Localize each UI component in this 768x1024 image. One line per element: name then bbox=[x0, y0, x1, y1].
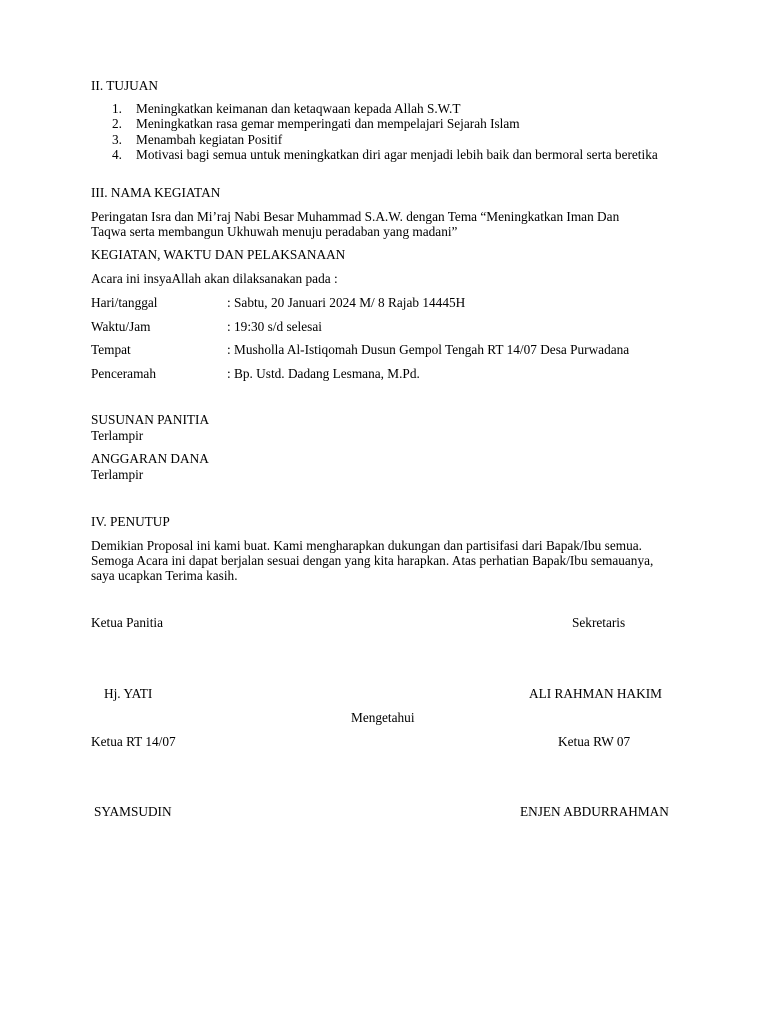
list-item: Meningkatkan keimanan dan ketaqwaan kepada Allah S.W.T bbox=[136, 101, 461, 116]
list-item: Menambah kegiatan Positif bbox=[136, 131, 283, 147]
list-item: Motivasi bagi semua untuk meningkatkan diri agar menjadi lebih baik dan bermoral serta beretika bbox=[136, 146, 658, 162]
kegiatan-intro: Acara ini insyaAllah akan dilaksanakan pada : bbox=[91, 271, 338, 286]
section-heading-nama-kegiatan: III. NAMA KEGIATAN bbox=[91, 185, 221, 200]
susunan-panitia-note: Terlampir bbox=[91, 428, 144, 443]
detail-label-penceramah: Penceramah bbox=[91, 366, 156, 381]
signature-title-ketua-rt: Ketua RT 14/07 bbox=[91, 734, 176, 749]
section-heading-penutup: IV. PENUTUP bbox=[91, 514, 170, 529]
penutup-line-1: Demikian Proposal ini kami buat. Kami mengharapkan dukungan dan partisifasi dari Bapak/Ibu semua. bbox=[91, 538, 642, 553]
tujuan-list bbox=[91, 101, 696, 162]
detail-value-tempat: : Musholla Al-Istiqomah Dusun Gempol Tengah RT 14/07 Desa Purwadana bbox=[227, 342, 630, 357]
detail-value-hari-tanggal: : Sabtu, 20 Januari 2024 M/ 8 Rajab 14445H bbox=[227, 295, 466, 310]
section-heading-anggaran-dana: ANGGARAN DANA bbox=[91, 451, 209, 466]
penutup-line-3: saya ucapkan Terima kasih. bbox=[91, 568, 238, 583]
mengetahui-label: Mengetahui bbox=[351, 710, 415, 725]
signature-title-ketua-panitia: Ketua Panitia bbox=[91, 615, 164, 630]
section-heading-kegiatan: KEGIATAN, WAKTU DAN PELAKSANAAN bbox=[91, 247, 346, 262]
penutup-line-2: Semoga Acara ini dapat berjalan sesuai dengan yang kita harapkan. Atas perhatian Bapak/Ibu semauanya, bbox=[91, 553, 654, 568]
detail-label-hari-tanggal: Hari/tanggal bbox=[91, 295, 158, 310]
section-heading-susunan-panitia: SUSUNAN PANITIA bbox=[91, 412, 210, 427]
detail-label-tempat: Tempat bbox=[91, 342, 131, 357]
section-heading-tujuan: II. TUJUAN bbox=[91, 78, 158, 93]
list-item: Meningkatkan rasa gemar memperingati dan mempelajari Sejarah Islam bbox=[136, 116, 520, 132]
signature-title-sekretaris: Sekretaris bbox=[572, 615, 626, 630]
nama-kegiatan-line-1: Peringatan Isra dan Mi’raj Nabi Besar Muhammad S.A.W. dengan Tema “Meningkatkan Iman Dan bbox=[91, 209, 620, 224]
detail-value-waktu: : 19:30 s/d selesai bbox=[227, 319, 322, 334]
detail-label-waktu: Waktu/Jam bbox=[91, 319, 151, 334]
nama-kegiatan-line-2: Taqwa serta membangun Ukhuwah menuju peradaban yang madani” bbox=[91, 224, 458, 239]
anggaran-dana-note: Terlampir bbox=[91, 467, 144, 482]
signature-name-ketua-panitia: Hj. YATI bbox=[104, 686, 153, 701]
signature-name-ketua-rt: SYAMSUDIN bbox=[94, 804, 172, 819]
signature-title-ketua-rw: Ketua RW 07 bbox=[558, 734, 631, 749]
signature-name-sekretaris: ALI RAHMAN HAKIM bbox=[529, 686, 662, 701]
detail-value-penceramah: : Bp. Ustd. Dadang Lesmana, M.Pd. bbox=[227, 366, 420, 381]
signature-name-ketua-rw: ENJEN ABDURRAHMAN bbox=[520, 804, 669, 819]
